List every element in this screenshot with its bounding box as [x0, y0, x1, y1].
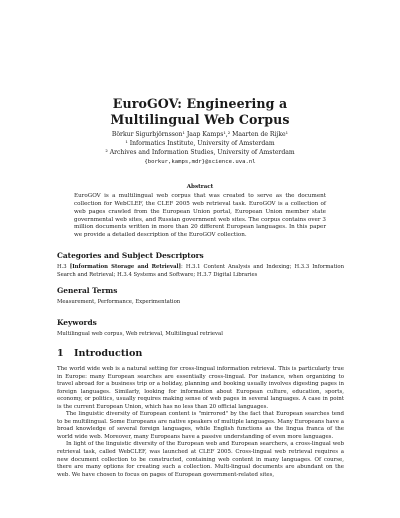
abstract-text: EuroGOV is a multilingual web corpus that was created to serve as the document collection for WebCLEF, the CLEF 2005 web retrieval task. EuroGOV is a collection of web pages crawled from the European Union portal, European Union member state governmental web sites, and Russian government web sites. The corpus contains over 3 million documents written in more than 20 different European languages. In this paper we provide a detailed description of the EuroGOV collection.: [74, 193, 326, 239]
categories-heading: Categories and Subject Descriptors: [57, 251, 204, 260]
general-terms-text: Measurement, Performance, Experimentation: [57, 299, 181, 305]
paper-title-line-1: EuroGOV: Engineering a: [112, 96, 288, 111]
keywords-heading: Keywords: [57, 318, 97, 327]
author-emails: {borkur,kamps,mdr}@science.uva.nl: [144, 159, 256, 165]
introduction-heading: [57, 348, 142, 360]
affiliation-1: ¹ Informatics Institute, University of Amsterdam: [125, 140, 275, 147]
abstract-heading: Abstract: [186, 184, 214, 190]
keywords-text: Multilingual web corpus, Web retrieval, Multilingual retrieval: [57, 331, 223, 337]
category-details: : H.3.1 Content Analysis and Indexing; H.3.3 Information Search and Retrieval; H.3.4 Systems and Software; H.3.7 Digital Libraries: [57, 264, 345, 278]
category-name: [Information Storage and Retrieval]: [69, 264, 182, 270]
paper-title-line-2: Multilingual Web Corpus: [110, 112, 290, 127]
introduction-body: [57, 366, 344, 479]
category-code: H.3: [57, 264, 67, 270]
intro-paragraph-2: The linguistic diversity of European content is "mirrored" by the fact that European searches tend to be multilingual. Some Europeans are native speakers of multiple languages. Many Europeans have a broad knowledge of several foreign languages, while English functions as the lingua franca of the world wide web. Moreover, many Europeans have a passive understanding of even more languages.: [57, 411, 344, 440]
general-terms-heading: General Terms: [57, 286, 118, 295]
affiliation-2: ² Archives and Information Studies, University of Amsterdam: [105, 149, 295, 156]
section-number: 1: [57, 348, 64, 359]
author-list: Börkur Sigurbjörnsson¹ Jaap Kamps¹,² Maarten de Rijke¹: [111, 131, 289, 138]
intro-paragraph-1: The world wide web is a natural setting for cross-lingual information retrieval. This is particularly true in Europe: many European searches are essentially cross-lingual. For instance, when organizing to travel abroad for a business trip or a holiday, planning and booking usually involves digesting pages in foreign languages. Similarly, looking for information about European culture, education, sports, economy, or politics, usually requires making sense of web pages in several languages. A case in point is the current European Union, which has no less than 20 official languages.: [57, 366, 344, 410]
section-title: Introduction: [74, 348, 143, 359]
categories-text: [57, 264, 344, 279]
intro-paragraph-3: In light of the linguistic diversity of the European web and European searchers, a cross-lingual web retrieval task, called WebCLEF, was launched at CLEF 2005. Cross-lingual web retrieval requires a new document collection to be constructed, containing web content in many languages. Of course, there are many options for creating such a collection. Multi-lingual documents are abundant on the web. We have chosen to focus on pages of European government-related sites,: [57, 441, 344, 478]
